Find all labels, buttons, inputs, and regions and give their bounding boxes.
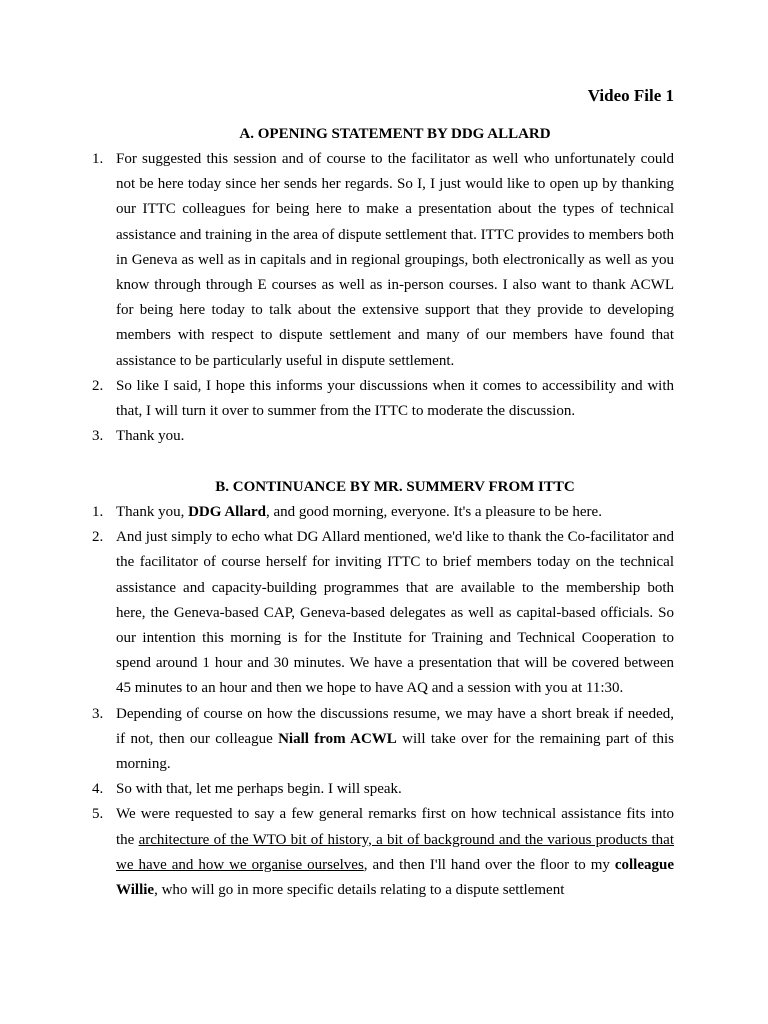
paragraph-text: , and then I'll hand over the floor to my [363, 856, 615, 873]
bold-name: Niall from ACWL [278, 730, 397, 747]
paragraph-number: 4. [92, 781, 104, 798]
section-b-paragraph-5 [92, 802, 675, 903]
section-a-paragraph-3 [92, 424, 674, 449]
section-b-paragraph-4 [92, 777, 674, 802]
paragraph-number: 5. [92, 806, 104, 823]
section-b-paragraph-2 [92, 525, 674, 701]
paragraph-text: Depending of course on how the discussions resume, we may have a short break if needed, if not, then our colleague [116, 705, 674, 747]
file-title: Video File 1 [587, 86, 674, 105]
section-b-paragraph-1 [92, 500, 674, 525]
section-a-paragraph-2 [92, 374, 674, 424]
paragraph-number: 3. [92, 428, 104, 445]
paragraph-text: We were requested to say a few general remarks first on how technical assistance fits into the [116, 806, 674, 848]
paragraph-text: And just simply to echo what DG Allard mentioned, we'd like to thank the Co-facilitator and the facilitator of course herself for inviting ITTC to brief members today on the technical assistance and capacity-building programmes that are available to the membership both here, the Geneva-based CAP, Geneva-based delegates as well as capital-based officials. So our intention this morning is for the Institute for Training and Technical Cooperation to spend around 1 hour and 30 minutes. We have a presentation that will be covered between 45 minutes to an hour and then we hope to have AQ and a session with you at 11:30. [116, 529, 674, 697]
section-b-heading: B. CONTINUANCE BY MR. SUMMERV FROM ITTC [215, 479, 575, 495]
paragraph-text: will take over for the remaining part of this morning. [116, 730, 674, 773]
section-a-paragraphs [92, 147, 674, 449]
paragraph-number: 2. [92, 377, 104, 394]
paragraph-text: Thank you. [116, 428, 185, 445]
paragraph-number: 1. [92, 151, 104, 167]
section-b-paragraph-3 [92, 702, 674, 778]
paragraph-text: For suggested this session and of course to the facilitator as well who unfortunately could not be here today since her sends her regards. So I, I just would like to open up by thanking our ITTC colleagues for being here to make a presentation about the types of technical assistance and training in the area of dispute settlement that. ITTC provides to members both in Geneva as well as in capitals and in regional groupings, both electronically as well as you know through through E courses as well as in-person courses. I also want to thank ACWL for being here today to talk about the extensive support that they provide to developing members with respect to dispute settlement and many of our members have found that assistance to be particularly useful in dispute settlement. [116, 151, 674, 369]
section-b-paragraphs [92, 500, 675, 903]
section-a-paragraph-1 [92, 147, 674, 374]
paragraph-text: Thank you, [116, 504, 189, 520]
paragraph-text: So like I said, I hope this informs your discussions when it comes to accessibility and with that, I will turn it over to summer from the ITTC to moderate the discussion. [116, 377, 674, 420]
bold-name: colleague Willie [116, 856, 674, 899]
paragraph-text: , who will go in more specific details relating to a dispute settlement [154, 882, 565, 899]
paragraph-number: 1. [92, 504, 104, 520]
paragraph-number: 3. [92, 705, 104, 722]
paragraph-text: So with that, let me perhaps begin. I will speak. [116, 781, 402, 798]
underlined-text: architecture of the WTO bit of history, a bit of background and the various products that we have and how we organise ourselves [116, 831, 675, 873]
section-a-heading: A. OPENING STATEMENT BY DDG ALLARD [239, 126, 551, 142]
paragraph-text: , and good morning, everyone. It's a pleasure to be here. [266, 504, 602, 520]
paragraph-number: 2. [92, 529, 104, 546]
bold-name: DDG Allard [188, 504, 267, 520]
